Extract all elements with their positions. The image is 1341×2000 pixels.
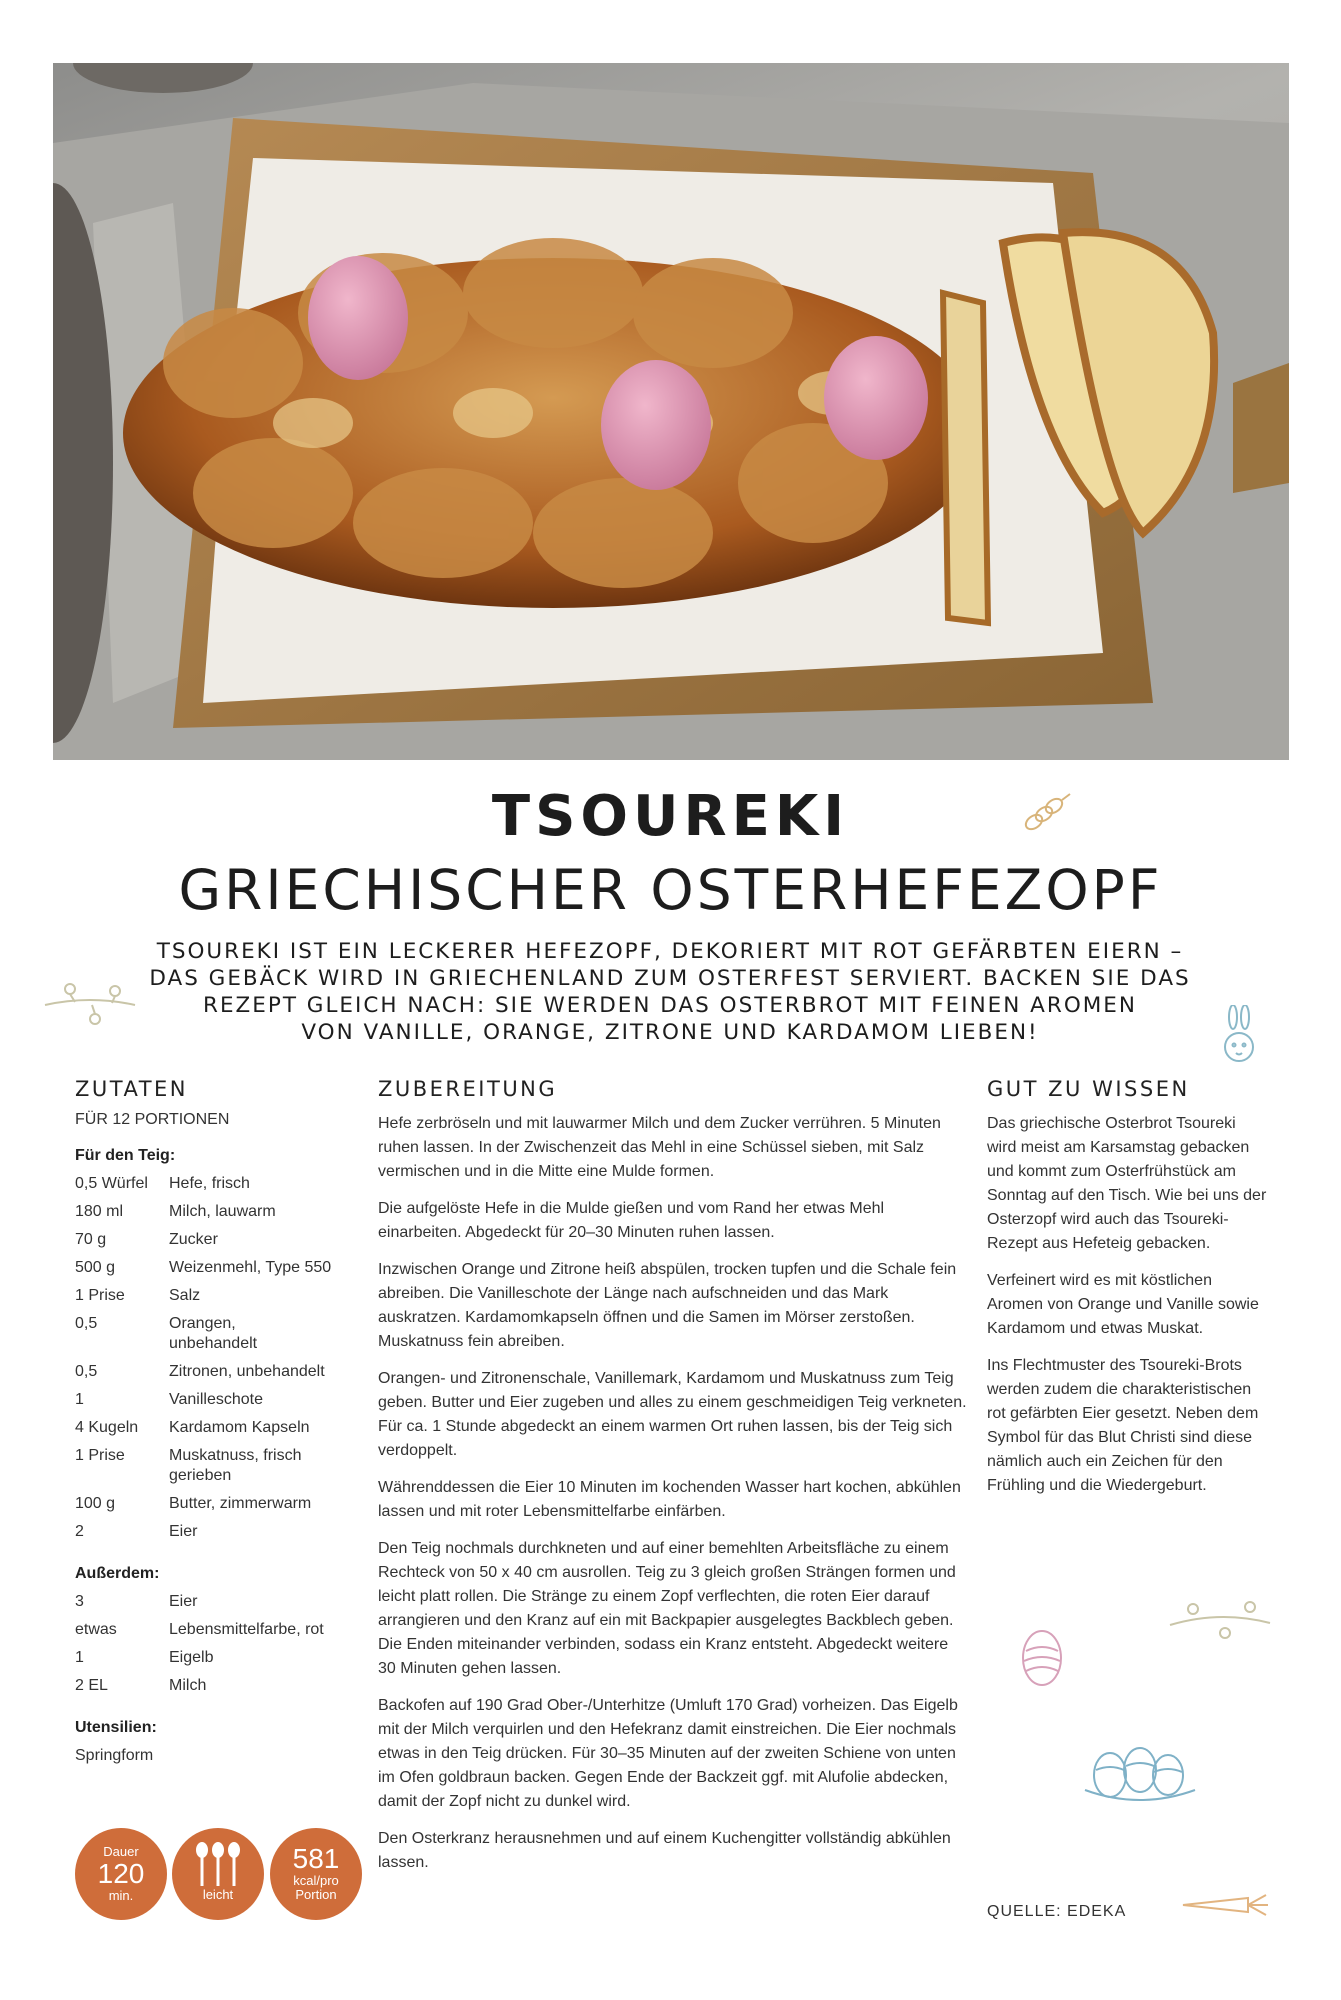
ingredient-name: Weizenmehl, Type 550 bbox=[169, 1259, 332, 1276]
preparation-step: Hefe zerbröseln und mit lauwarmer Milch und dem Zucker verrühren. 5 Minuten ruhen lassen. In der Zwischenzeit das Mehl in eine Schüssel sieben, mit Salz vermischen und in die Mitte eine Mulde formen. bbox=[378, 1115, 941, 1180]
ingredient-qty: 3 bbox=[75, 1593, 84, 1610]
ingredient-name: Kardamom Kapseln bbox=[169, 1419, 310, 1436]
ingredient-row bbox=[75, 1522, 375, 1542]
ingredients-heading: ZUTATEN bbox=[75, 1077, 188, 1101]
knowledge-paragraph: Ins Flechtmuster des Tsoureki-Brots werden zudem die charakteristischen rot gefärbten Eier gesetzt. Neben dem Symbol für das Blut Christi sind diese nämlich auch ein Zeichen für den Frühling und die Wiedergeburt. bbox=[987, 1357, 1259, 1494]
ingredient-name: Hefe, frisch bbox=[169, 1175, 250, 1192]
difficulty-badge bbox=[172, 1828, 264, 1920]
knowledge-heading: GUT ZU WISSEN bbox=[987, 1077, 1190, 1101]
ingredient-name: Eier bbox=[169, 1523, 198, 1540]
preparation-step: Währenddessen die Eier 10 Minuten im kochenden Wasser hart kochen, abkühlen lassen und mit roter Lebensmittelfarbe einfärben. bbox=[378, 1479, 961, 1520]
intro-line: TSOUREKI IST EIN LECKERER HEFEZOPF, DEKORIERT MIT ROT GEFÄRBTEN EIERN – bbox=[156, 939, 1184, 964]
preparation-step: Die aufgelöste Hefe in die Mulde gießen und vom Rand her etwas Mehl einarbeiten. Abgedeckt für 20–30 Minuten ruhen lassen. bbox=[378, 1200, 885, 1241]
hero-photo bbox=[53, 63, 1289, 760]
knowledge-text bbox=[987, 1112, 1267, 1511]
egg-doodle-icon bbox=[1018, 1625, 1066, 1689]
ingredient-name: Zucker bbox=[169, 1231, 218, 1248]
preparation-step: Den Teig nochmals durchkneten und auf einer bemehlten Arbeitsfläche zu einem Rechteck von 50 x 40 cm ausrollen. Teig zu 3 gleich großen Strängen formen und leicht platt rollen. Die Stränge zu einem Zopf verflechten, die roten Eier darauf arrangieren und den Kranz auf ein mit Backpapier ausgelegtes Backblech geben. Die Enden miteinander verbinden, sodass ein Kranz entsteht. Abgedeckt weitere 30 Minuten gehen lassen. bbox=[378, 1540, 956, 1677]
ingredient-row bbox=[75, 1286, 375, 1306]
ingredient-name: Butter, zimmerwarm bbox=[169, 1495, 312, 1512]
ingredient-row bbox=[75, 1494, 375, 1514]
ingredient-qty: etwas bbox=[75, 1621, 117, 1638]
preparation-step: Orangen- und Zitronenschale, Vanillemark, Kardamom und Muskatnuss zum Teig geben. Butter und Eier zugeben und alles zu einem geschmeidigen Teig verkneten. Für ca. 1 Stunde abgedeckt an einem warmen Ort ruhen lassen, bis der Teig sich verdoppelt. bbox=[378, 1370, 967, 1459]
ingredient-qty: 2 EL bbox=[75, 1677, 108, 1694]
ingredient-row bbox=[75, 1446, 375, 1486]
carrot-doodle-icon bbox=[1178, 1890, 1273, 1920]
intro-line: REZEPT GLEICH NACH: SIE WERDEN DAS OSTERBROT MIT FEINEN AROMEN bbox=[203, 993, 1137, 1018]
ingredient-name: Orangen, unbehandelt bbox=[169, 1315, 258, 1352]
extra-heading: Außerdem: bbox=[75, 1565, 160, 1582]
ingredient-qty: 0,5 Würfel bbox=[75, 1175, 148, 1192]
dough-heading: Für den Teig: bbox=[75, 1147, 176, 1164]
ingredient-qty: 0,5 bbox=[75, 1363, 98, 1380]
duration-label: Dauer bbox=[103, 1844, 139, 1859]
preparation-step: Inzwischen Orange und Zitrone heiß abspülen, trocken tupfen und die Schale fein abreiben. Die Vanilleschote der Länge nach aufschneiden und das Mark auskratzen. Kardamomkapseln öffnen und die Samen im Mörser zerstoßen. Muskatnuss fein abreiben. bbox=[378, 1261, 957, 1350]
bunny-doodle-icon bbox=[1218, 1005, 1260, 1075]
ingredient-row bbox=[75, 1362, 375, 1382]
difficulty-label: leicht bbox=[202, 1887, 234, 1902]
red-egg bbox=[308, 256, 408, 380]
ingredient-qty: 1 bbox=[75, 1391, 84, 1408]
ingredient-name: Zitronen, unbehandelt bbox=[169, 1363, 325, 1380]
ingredient-qty: 0,5 bbox=[75, 1315, 98, 1332]
ingredient-name: Milch, lauwarm bbox=[169, 1203, 276, 1220]
preparation-step: Den Osterkranz herausnehmen und auf einem Kuchengitter vollständig abkühlen lassen. bbox=[378, 1830, 951, 1871]
kcal-unit: kcal/pro bbox=[293, 1873, 339, 1888]
ingredient-row bbox=[75, 1230, 375, 1250]
preparation-heading: ZUBEREITUNG bbox=[378, 1077, 558, 1101]
tsoureki-bread-illustration bbox=[53, 63, 1289, 760]
ingredient-qty: 4 Kugeln bbox=[75, 1419, 139, 1436]
ingredient-row bbox=[75, 1648, 375, 1668]
ingredient-name: Milch bbox=[169, 1677, 207, 1694]
tools-value: Springform bbox=[75, 1747, 154, 1764]
ingredient-row bbox=[75, 1390, 375, 1410]
ingredient-name: Muskatnuss, frisch gerieben bbox=[169, 1447, 302, 1484]
knowledge-paragraph: Verfeinert wird es mit köstlichen Aromen von Orange und Vanille sowie Kardamom und etwas Muskat. bbox=[987, 1272, 1259, 1337]
ingredient-qty: 1 Prise bbox=[75, 1447, 125, 1464]
ingredient-qty: 500 g bbox=[75, 1259, 116, 1276]
duration-unit: min. bbox=[108, 1888, 134, 1903]
ingredient-qty: 100 g bbox=[75, 1495, 116, 1512]
ingredient-name: Eier bbox=[169, 1593, 198, 1610]
ingredient-name: Eigelb bbox=[169, 1649, 214, 1666]
ingredient-qty: 180 ml bbox=[75, 1203, 124, 1220]
ingredient-name: Vanilleschote bbox=[169, 1391, 263, 1408]
red-egg bbox=[601, 360, 711, 490]
ingredient-row bbox=[75, 1174, 375, 1194]
eggs-basket-doodle-icon bbox=[1080, 1730, 1200, 1810]
ingredient-name: Salz bbox=[169, 1287, 201, 1304]
ingredient-qty: 1 bbox=[75, 1649, 84, 1666]
ingredient-row bbox=[75, 1314, 375, 1354]
ingredient-row bbox=[75, 1418, 375, 1438]
portions: FÜR 12 PORTIONEN bbox=[75, 1111, 230, 1128]
ingredient-qty: 2 bbox=[75, 1523, 84, 1540]
intro-line: VON VANILLE, ORANGE, ZITRONE UND KARDAMOM LIEBEN! bbox=[301, 1020, 1039, 1045]
tools-heading: Utensilien: bbox=[75, 1719, 157, 1736]
preparation-step: Backofen auf 190 Grad Ober-/Unterhitze (Umluft 170 Grad) vorheizen. Das Eigelb mit der Milch verquirlen und den Hefekranz damit einstreichen. Die Eier nochmals etwas in den Teig drücken. Für 30–35 Minuten auf der zweiten Schiene von unten im Ofen goldbraun backen. Gegen Ende der Backzeit ggf. mit Alufolie abdecken, damit der Zopf nicht zu dunkel wird. bbox=[378, 1697, 958, 1810]
knowledge-paragraph: Das griechische Osterbrot Tsoureki wird meist am Karsamstag gebacken und kommt zum Osterfrühstück am Sonntag auf den Tisch. Wie bei uns der Osterzopf wird auch das Tsoureki-Rezept aus Hefeteig gebacken. bbox=[987, 1115, 1267, 1252]
recipe-title: TSOUREKI bbox=[491, 784, 850, 849]
ingredient-qty: 70 g bbox=[75, 1231, 107, 1248]
branch-doodle-icon bbox=[1165, 1595, 1275, 1645]
preparation-steps bbox=[378, 1112, 968, 1888]
spoons-icon bbox=[188, 1840, 248, 1888]
ingredient-row bbox=[75, 1258, 375, 1278]
duration-badge bbox=[75, 1828, 167, 1920]
kcal-value: 581 bbox=[292, 1843, 340, 1874]
ingredient-row bbox=[75, 1676, 375, 1696]
red-egg bbox=[824, 336, 928, 460]
ingredients-list bbox=[75, 1146, 375, 1774]
intro-line: DAS GEBÄCK WIRD IN GRIECHENLAND ZUM OSTERFEST SERVIERT. BACKEN SIE DAS bbox=[149, 966, 1191, 991]
kcal-badge bbox=[270, 1828, 362, 1920]
kcal-per: Portion bbox=[295, 1887, 337, 1902]
ingredient-row bbox=[75, 1620, 375, 1640]
ingredient-row bbox=[75, 1592, 375, 1612]
source-credit: QUELLE: EDEKA bbox=[987, 1903, 1127, 1920]
ingredient-qty: 1 Prise bbox=[75, 1287, 125, 1304]
recipe-subtitle: GRIECHISCHER OSTERHEFEZOPF bbox=[178, 858, 1163, 922]
duration-value: 120 bbox=[97, 1858, 145, 1889]
ingredient-row bbox=[75, 1202, 375, 1222]
ingredient-name: Lebensmittelfarbe, rot bbox=[169, 1621, 324, 1638]
intro-text bbox=[120, 938, 1220, 1046]
